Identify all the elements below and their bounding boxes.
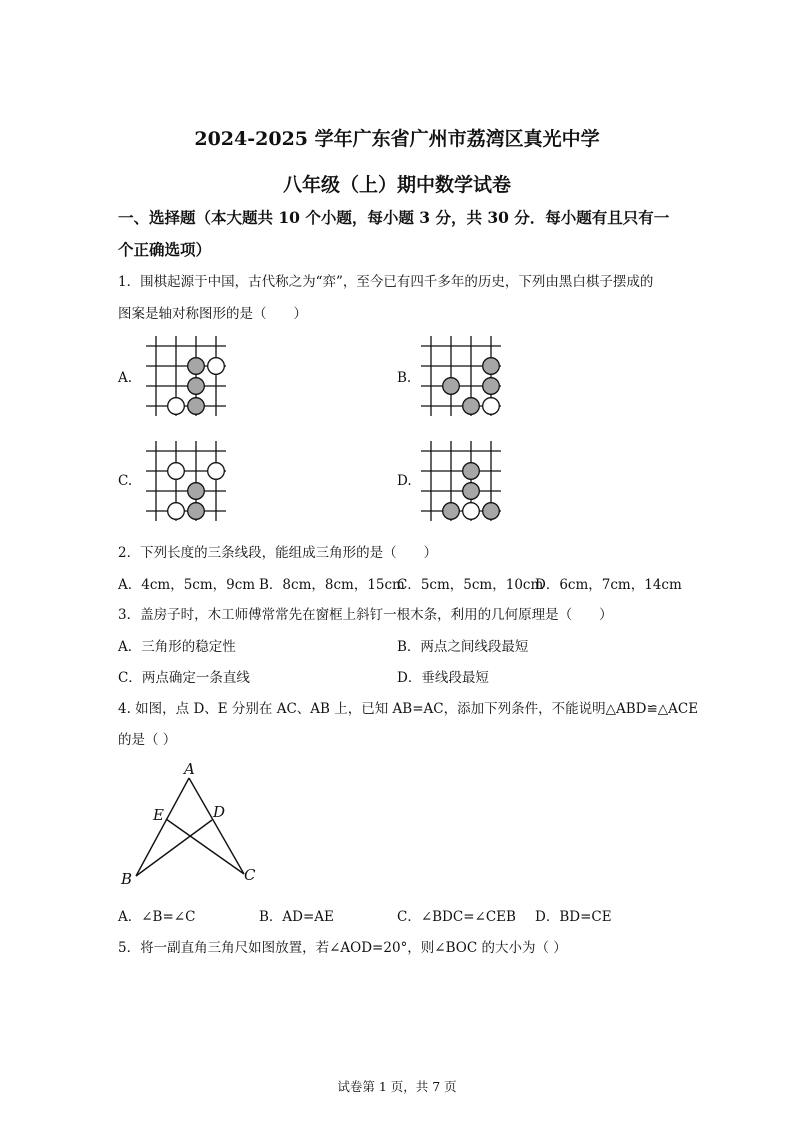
gray-stone (483, 358, 500, 375)
point-d-label: D (213, 803, 226, 821)
question-4-option-a: A．∠B=∠C (118, 909, 196, 925)
section-heading-cont: 个正确选项） (118, 240, 212, 259)
gray-stone (483, 378, 500, 395)
exam-title-line2: 八年级（上）期中数学试卷 (282, 174, 511, 196)
white-stone (168, 503, 185, 520)
go-board-option-c (144, 439, 228, 523)
segment-ac (189, 778, 244, 874)
question-4-option-b: B．AD=AE (259, 909, 334, 925)
option-a-label: A. (118, 370, 133, 386)
segment-bd (136, 820, 212, 876)
question-3-stem: 3．盖房子时，木工师傅常常先在窗框上斜钉一根木条，利用的几何原理是（ ） (118, 607, 613, 623)
question-1-stem-cont: 图案是轴对称图形的是（ ） (118, 306, 307, 322)
question-4-stem-cont: 的是（ ） (118, 732, 177, 748)
go-board-option-a (144, 334, 228, 418)
question-3-option-d: D．垂线段最短 (397, 670, 489, 686)
option-d-label: D. (397, 473, 412, 489)
question-3-option-b: B．两点之间线段最短 (397, 639, 529, 655)
question-3-option-a: A．三角形的稳定性 (118, 639, 236, 655)
vertex-c-label: C (244, 866, 256, 884)
question-3-option-c: C．两点确定一条直线 (118, 670, 250, 686)
page-footer: 试卷第 1 页，共 7 页 (337, 1079, 457, 1094)
white-stone (208, 358, 225, 375)
white-stone (483, 398, 500, 415)
point-e-label: E (153, 806, 164, 824)
section-heading: 一、选择题（本大题共 10 个小题，每小题 3 分，共 30 分．每小题有且只有一 (118, 208, 670, 227)
vertex-b-label: B (121, 870, 133, 888)
option-b-label: B. (397, 370, 412, 386)
go-board-option-b (419, 334, 503, 418)
gray-stone (483, 503, 500, 520)
question-1-stem: 1．围棋起源于中国，古代称之为“弈”，至今已有四千多年的历史，下列由黑白棋子摆成的 (118, 274, 654, 290)
question-4-stem: 4. 如图，点 D、E 分别在 AC、AB 上，已知 AB=AC，添加下列条件，不能说明△ABD≌△ACE (118, 701, 699, 717)
gray-stone (188, 398, 205, 415)
exam-title-line1: 2024-2025 学年广东省广州市荔湾区真光中学 (194, 128, 600, 150)
question-5-stem: 5．将一副直角三角尺如图放置，若∠AOD=20°，则∠BOC 的大小为（ ） (118, 940, 567, 956)
question-2-option-a: A．4cm，5cm，9cm (118, 577, 256, 593)
question-2-stem: 2．下列长度的三条线段，能组成三角形的是（ ） (118, 545, 438, 561)
question-2-option-b: B．8cm，8cm，15cm (259, 577, 405, 593)
option-c-label: C. (118, 473, 133, 489)
gray-stone (188, 483, 205, 500)
vertex-a-label: A (184, 760, 195, 778)
gray-stone (188, 503, 205, 520)
gray-stone (188, 358, 205, 375)
white-stone (168, 398, 185, 415)
gray-stone (188, 378, 205, 395)
question-4-option-c: C．∠BDC=∠CEB (397, 909, 516, 925)
gray-stone (463, 483, 480, 500)
question-2-option-d: D．6cm，7cm，14cm (535, 577, 682, 593)
segment-ab (136, 778, 189, 876)
segment-ce (166, 819, 244, 874)
triangle-figure (116, 756, 276, 894)
go-board-option-d (419, 439, 503, 523)
white-stone (208, 463, 225, 480)
gray-stone (443, 503, 460, 520)
question-2-option-c: C．5cm，5cm，10cm (397, 577, 544, 593)
gray-stone (443, 378, 460, 395)
white-stone (463, 503, 480, 520)
question-4-option-d: D．BD=CE (535, 909, 612, 925)
gray-stone (463, 398, 480, 415)
white-stone (168, 463, 185, 480)
gray-stone (463, 463, 480, 480)
